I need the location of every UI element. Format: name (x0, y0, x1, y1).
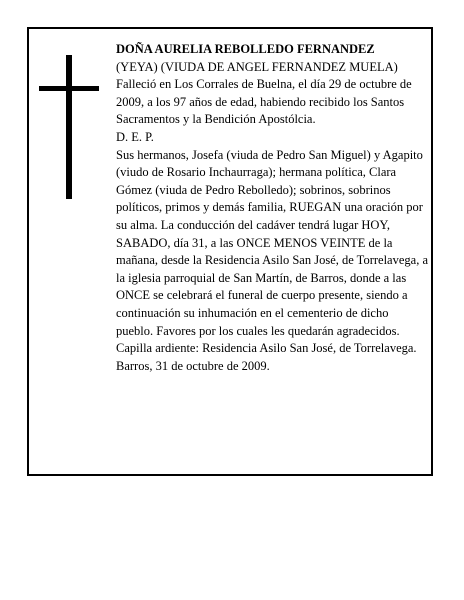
deceased-name: DOÑA AURELIA REBOLLEDO FERNANDEZ (116, 42, 375, 56)
death-announcement: Falleció en Los Corrales de Buelna, el día 29 de octubre de 2009, a los 97 años de edad, habiendo recibido los Santos Sacramentos y la Bendición Apostólcia. (116, 77, 412, 127)
cross-vertical-bar (66, 55, 72, 199)
dep-line: D. E. P. (116, 129, 154, 144)
chapel-location: Capilla ardiente: Residencia Asilo San José, de Torrelavega. (116, 341, 417, 356)
closing-place-date: Barros, 31 de octubre de 2009. (116, 358, 270, 373)
family-and-funeral-details: Sus hermanos, Josefa (viuda de Pedro San Miguel) y Agapito (viudo de Rosario Inchaurraga); hermana política, Clara Gómez (viuda de Pedro Rebolledo); sobrinos, sobrinos políticos, primos y demás familia, RUEGAN una oración por su alma. La conducción del cadáver tendrá lugar HOY, SABADO, día 31, a las ONCE MENOS VEINTE de la mañana, desde la Residencia Asilo San José, de Torrelavega, a la iglesia parroquial de San Martín, de Barros, donde a las ONCE se celebrará el funeral de cuerpo presente, siendo a continuación su inhumación en el cementerio de dicho pueblo. Favores por los cuales les quedarán agradecidos. (116, 147, 428, 338)
obituary-notice (27, 27, 433, 476)
notice-body (116, 41, 428, 375)
deceased-alias: (YEYA) (VIUDA DE ANGEL FERNANDEZ MUELA) (116, 59, 398, 74)
cross-icon (39, 55, 99, 199)
cross-horizontal-bar (39, 86, 99, 91)
